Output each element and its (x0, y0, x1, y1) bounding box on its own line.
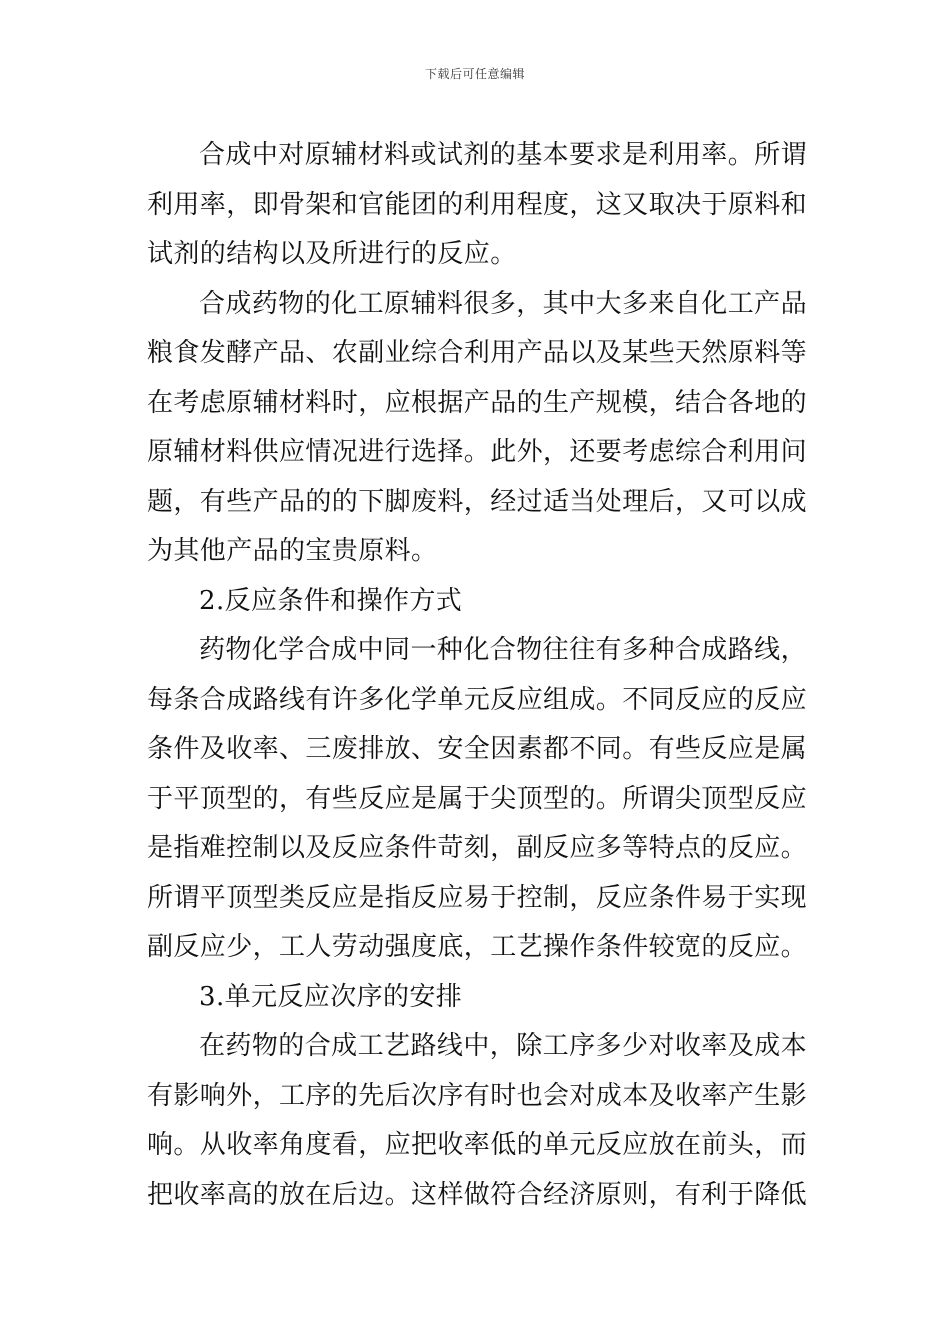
text-line-4: 合成药物的化工原辅料很多，其中大多来自化工产品 (199, 288, 807, 319)
text-line-21: 响。从收率角度看，应把收率低的单元反应放在前头，而 (147, 1130, 808, 1160)
text-line-8: 题，有些产品的的下脚废料，经过适当处理后，又可以成 (147, 486, 808, 517)
section-heading-3: 3.单元反应次序的安排 (199, 981, 463, 1012)
body-text (147, 131, 807, 1220)
header-note: 下载后可任意编辑 (424, 67, 525, 81)
text-line-20: 有影响外，工序的先后次序有时也会对成本及收率产生影 (147, 1080, 808, 1111)
text-line-13: 条件及收率、三废排放、安全因素都不同。有些反应是属 (147, 734, 808, 764)
text-line-17: 副反应少，工人劳动强度底，工艺操作条件较宽的反应。 (147, 932, 808, 962)
text-line-1: 合成中对原辅材料或试剂的基本要求是利用率。所谓 (199, 140, 807, 170)
text-line-22: 把收率高的放在后边。这样做符合经济原则，有利于降低 (147, 1179, 808, 1210)
text-line-5: 粮食发酵产品、农副业综合利用产品以及某些天然原料等 (147, 338, 808, 368)
text-line-15: 是指难控制以及反应条件苛刻，副反应多等特点的反应。 (147, 833, 808, 863)
text-line-3: 试剂的结构以及所进行的反应。 (147, 239, 517, 269)
text-line-14: 于平顶型的，有些反应是属于尖顶型的。所谓尖顶型反应 (147, 783, 808, 814)
text-line-2: 利用率，即骨架和官能团的利用程度，这又取决于原料和 (147, 189, 808, 220)
text-line-11: 药物化学合成中同一种化合物往往有多种合成路线， (199, 635, 807, 665)
text-line-6: 在考虑原辅材料时，应根据产品的生产规模，结合各地的 (147, 387, 808, 418)
text-line-16: 所谓平顶型类反应是指反应易于控制，反应条件易于实现 (147, 882, 808, 913)
text-line-12: 每条合成路线有许多化学单元反应组成。不同反应的反应 (147, 684, 808, 715)
text-line-19: 在药物的合成工艺路线中，除工序多少对收率及成本 (199, 1031, 807, 1061)
text-line-9: 为其他产品的宝贵原料。 (147, 536, 438, 566)
section-heading-2: 2.反应条件和操作方式 (199, 585, 463, 616)
text-line-7: 原辅材料供应情况进行选择。此外，还要考虑综合利用问 (147, 437, 808, 467)
